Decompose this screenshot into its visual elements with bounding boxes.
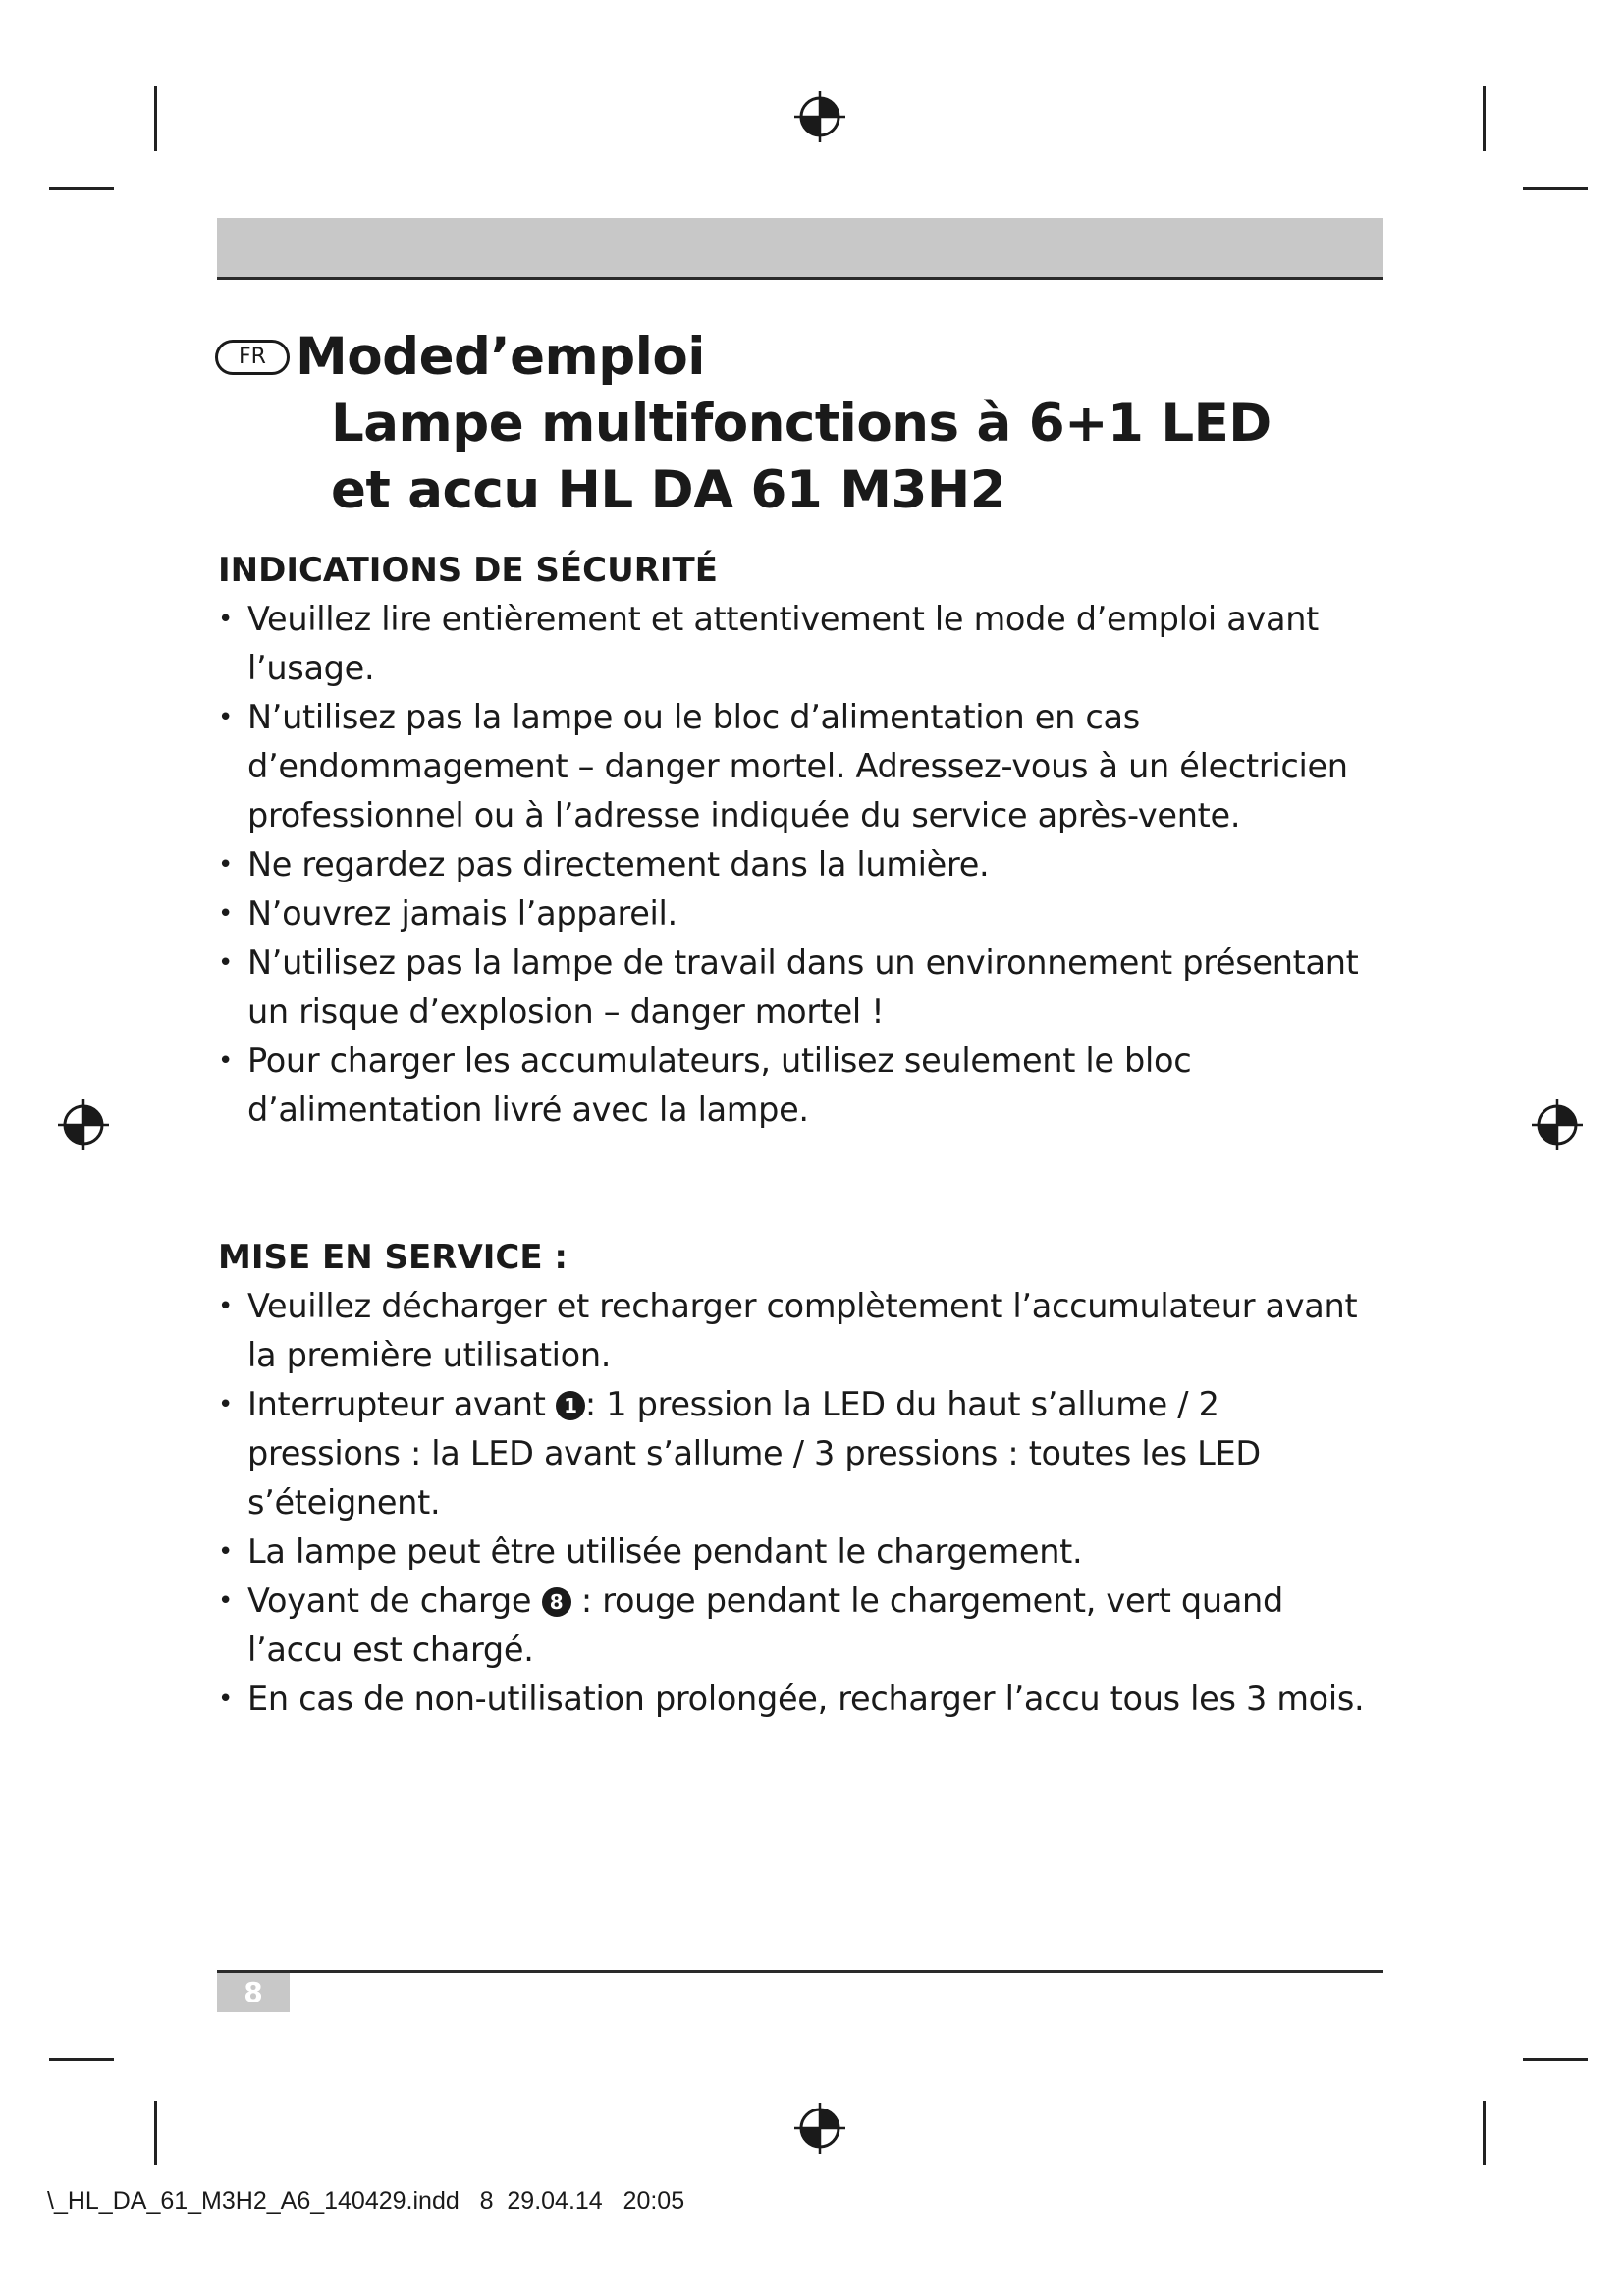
title-line-1: Moded’emploi: [296, 327, 705, 387]
list-item: • En cas de non-utilisation prolongée, recharger l’accu tous les 3 mois.: [218, 1675, 1377, 1724]
crop-mark-bottom-right-horizontal: [1523, 2058, 1588, 2061]
service-section: [218, 1233, 1377, 1724]
service-heading: MISE EN SERVICE :: [218, 1238, 568, 1277]
list-item: • Ne regardez pas directement dans la lumière.: [218, 840, 1377, 889]
list-item-text: Interrupteur avant: [247, 1385, 546, 1423]
registration-target-icon: [792, 89, 847, 144]
list-item: [218, 1576, 1377, 1675]
crop-mark-top-right-vertical: [1483, 86, 1486, 151]
crop-mark-top-left-horizontal: [49, 187, 114, 190]
list-item: • Pour charger les accumulateurs, utilisez seulement le bloc d’alimentation livré avec la lampe.: [218, 1037, 1377, 1135]
page-title: [215, 324, 1272, 524]
list-item: [218, 1380, 1377, 1527]
safety-list: [218, 595, 1377, 1135]
list-item: • N’ouvrez jamais l’appareil.: [218, 889, 1377, 938]
crop-mark-bottom-left-horizontal: [49, 2058, 114, 2061]
header-band: [217, 218, 1383, 280]
list-item-text: : 1 pression la LED du haut s’allume / 2 pressions : la LED avant s’allume / 3 pressions : toutes les LED s’éteignent.: [247, 1385, 1261, 1522]
list-item: • N’utilisez pas la lampe de travail dans un environnement présentant un risque d’explosion – danger mortel !: [218, 938, 1377, 1037]
language-badge: FR: [215, 340, 290, 375]
list-item: • Veuillez lire entièrement et attentivement le mode d’emploi avant l’usage.: [218, 595, 1377, 693]
title-line-2: Lampe multifonctions à 6+1 LED: [331, 394, 1272, 454]
registration-target-icon: [56, 1097, 111, 1152]
callout-number-icon: 1: [556, 1391, 585, 1420]
print-slug: \_HL_DA_61_M3H2_A6_140429.indd 8 29.04.14 20:05: [47, 2187, 685, 2215]
safety-heading: INDICATIONS DE SÉCURITÉ: [218, 551, 718, 590]
service-list: [218, 1282, 1377, 1724]
crop-mark-top-right-horizontal: [1523, 187, 1588, 190]
footer-rule: [217, 1970, 1383, 1973]
registration-target-icon: [1530, 1097, 1585, 1152]
list-item-text: Voyant de charge: [247, 1581, 532, 1620]
title-line-3: et accu HL DA 61 M3H2: [331, 460, 1006, 520]
page-number: 8: [217, 1973, 290, 2012]
crop-mark-bottom-left-vertical: [154, 2101, 157, 2165]
callout-number-icon: 8: [542, 1587, 571, 1617]
safety-section: [218, 546, 1377, 1135]
list-item: • N’utilisez pas la lampe ou le bloc d’alimentation en cas d’endommagement – danger mortel. Adressez-vous à un électricien professionnel ou à l’adresse indiquée du service après-vente.: [218, 693, 1377, 840]
list-item: • La lampe peut être utilisée pendant le chargement.: [218, 1527, 1377, 1576]
registration-target-icon: [792, 2101, 847, 2156]
crop-mark-top-left-vertical: [154, 86, 157, 151]
list-item-text: : rouge pendant le chargement, vert quand l’accu est chargé.: [247, 1581, 1283, 1669]
list-item: • Veuillez décharger et recharger complètement l’accumulateur avant la première utilisation.: [218, 1282, 1377, 1380]
crop-mark-bottom-right-vertical: [1483, 2101, 1486, 2165]
